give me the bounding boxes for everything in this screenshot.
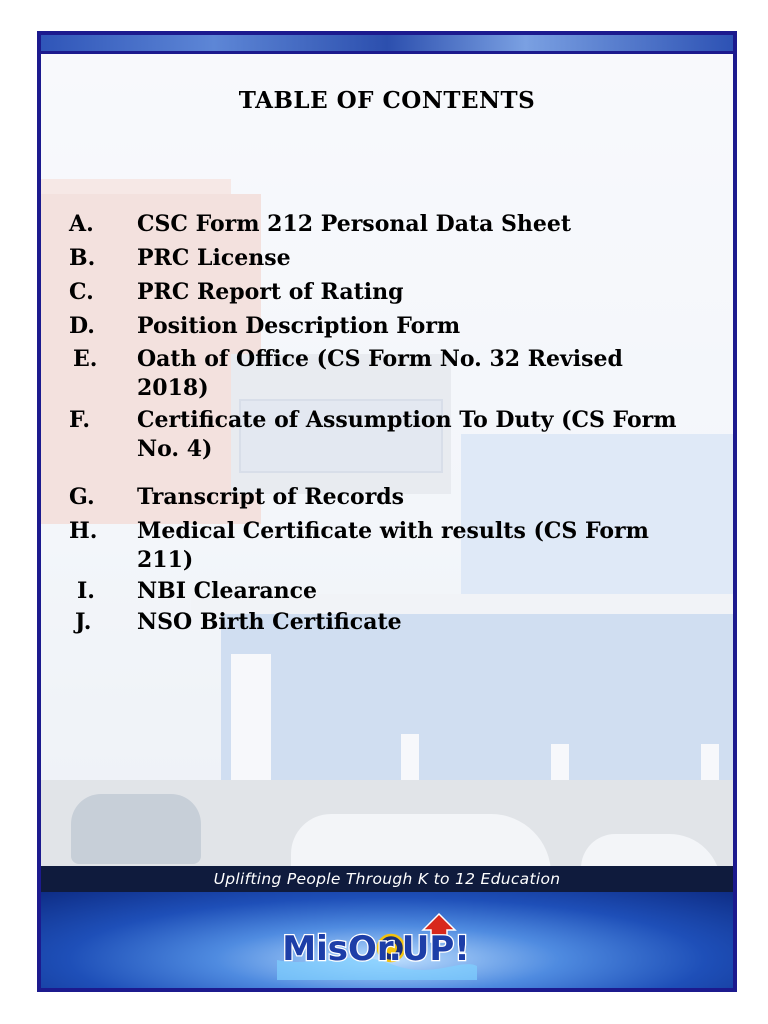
misor-up-logo (271, 908, 481, 980)
toc-letter: B. (69, 245, 96, 271)
toc-letter: G. (69, 484, 95, 510)
toc-text: Oath of Office (CS Form No. 32 Revised 2018) (137, 346, 623, 401)
toc-text: CSC Form 212 Personal Data Sheet (137, 211, 572, 237)
toc-text: Certificate of Assumption To Duty (CS Form No. 4) (137, 407, 677, 462)
toc-text: Transcript of Records (137, 484, 405, 510)
toc-letter: A. (69, 211, 94, 237)
page-title: TABLE OF CONTENTS (238, 87, 536, 114)
toc-letter: J. (75, 609, 92, 635)
toc-text: Position Description Form (137, 313, 461, 339)
toc-letter: E. (73, 346, 98, 372)
toc-text: Medical Certificate with results (CS Form 211) (137, 518, 649, 573)
toc-text: NSO Birth Certificate (137, 609, 402, 635)
toc-letter: C. (69, 279, 94, 305)
toc-letter: H. (69, 518, 98, 544)
toc-letter: F. (69, 407, 91, 433)
toc-text: NBI Clearance (137, 578, 318, 604)
toc-letter: D. (69, 313, 95, 339)
top-decorative-band (41, 35, 733, 51)
toc-text: PRC Report of Rating (137, 279, 404, 305)
slogan-bar: Uplifting People Through K to 12 Education (41, 866, 733, 892)
page-frame (37, 31, 737, 992)
footer-band (41, 892, 733, 988)
logo-text: MisOr.UP! (282, 929, 470, 969)
toc-text: PRC License (137, 245, 291, 271)
toc-letter: I. (77, 578, 95, 604)
